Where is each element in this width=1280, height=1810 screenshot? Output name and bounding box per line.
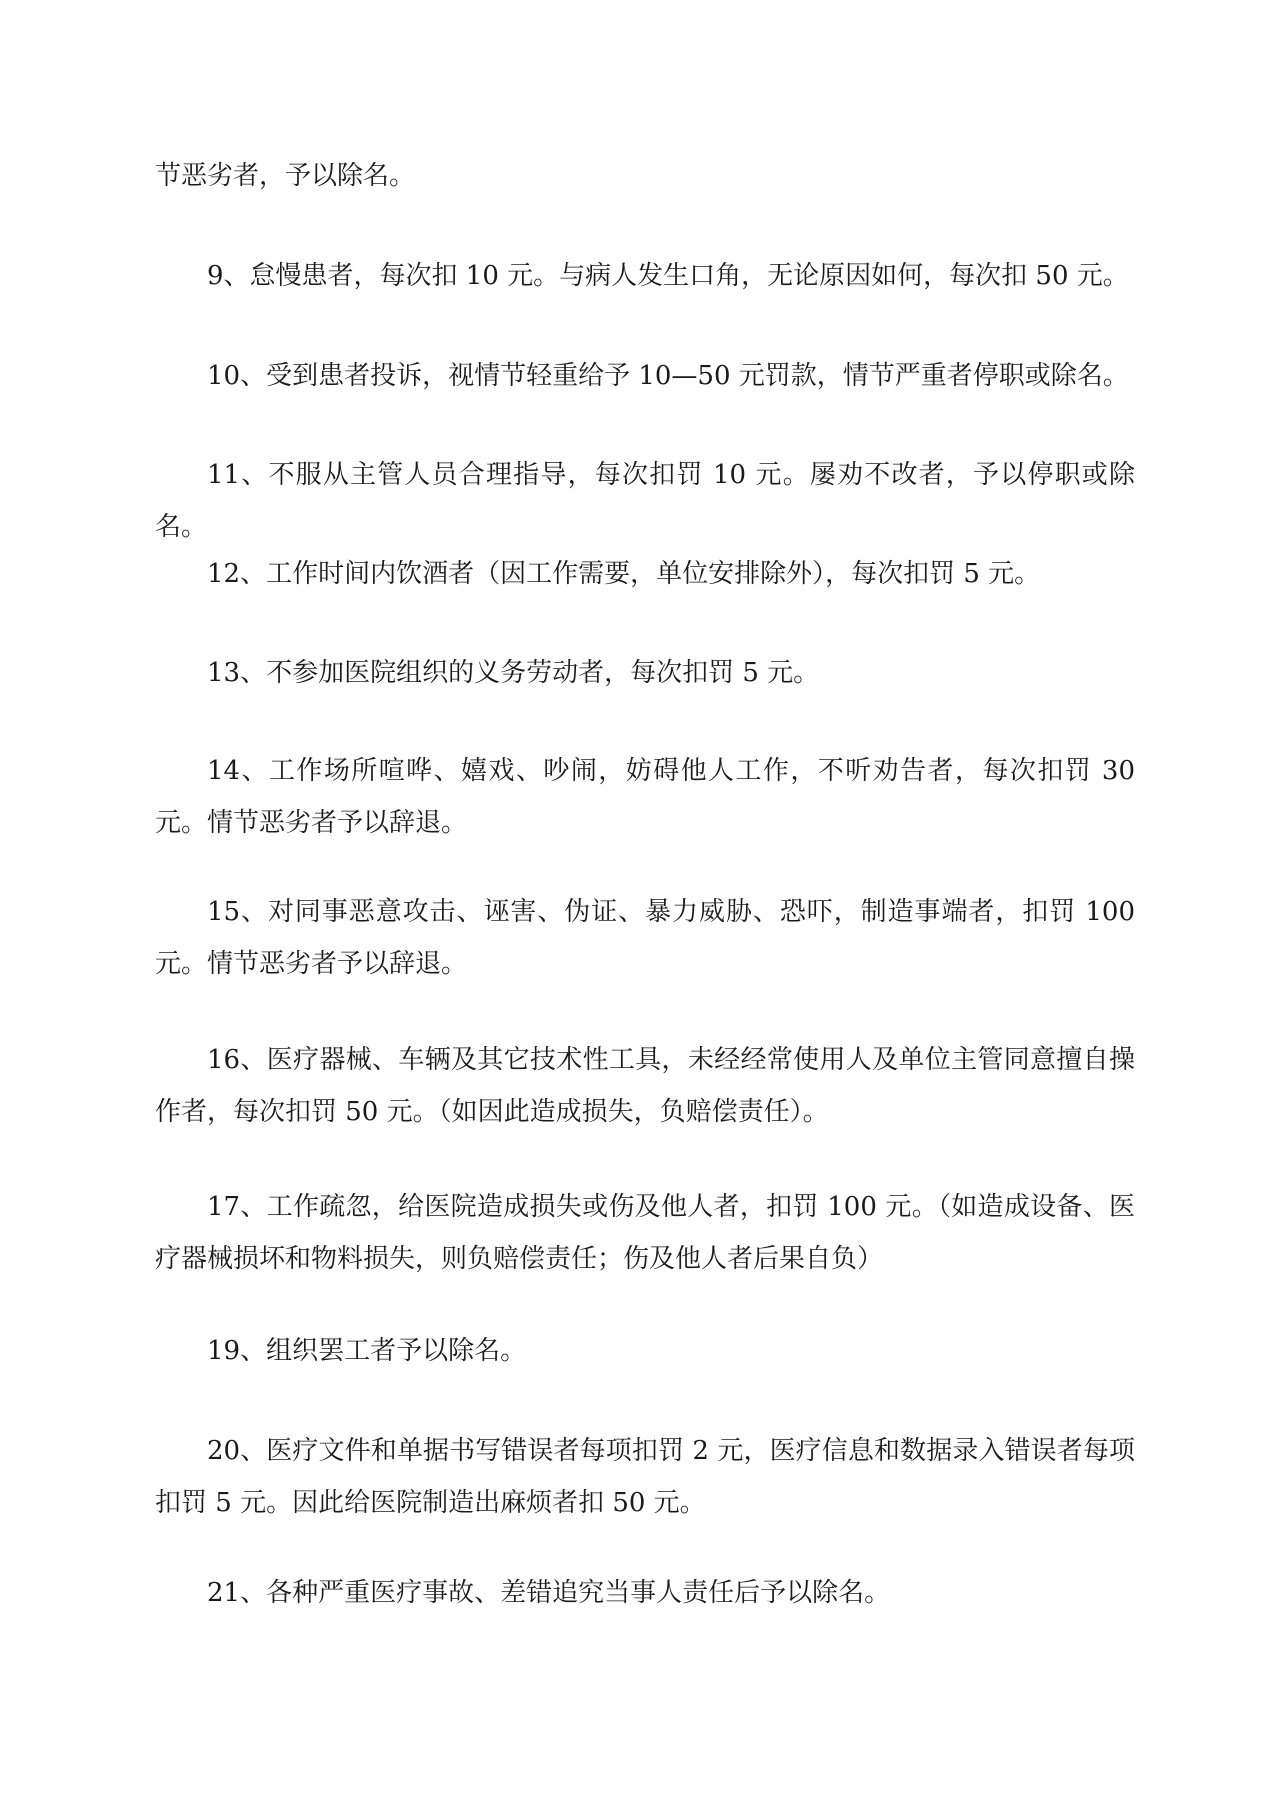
paragraph-item-21: 21、各种严重医疗事故、差错追究当事人责任后予以除名。 (207, 1578, 891, 1608)
paragraph-item-13: 13、不参加医院组织的义务劳动者，每次扣罚 5 元。 (207, 658, 820, 688)
paragraph-item-15: 15、对同事恶意攻击、诬害、伪证、暴力威胁、恐吓，制造事端者，扣罚 100 元。情节恶劣者予以辞退。 (155, 897, 1135, 979)
paragraph-item-19: 19、组织罢工者予以除名。 (207, 1336, 527, 1366)
paragraph-item-17: 17、工作疏忽，给医院造成损失或伤及他人者，扣罚 100 元。（如造成设备、医疗器械损坏和物料损失，则负赔偿责任；伤及他人者后果自负） (155, 1192, 1135, 1274)
paragraph-item-12: 12、工作时间内饮酒者（因工作需要，单位安排除外），每次扣罚 5 元。 (207, 559, 1041, 589)
paragraph-item-9: 9、怠慢患者，每次扣 10 元。与病人发生口角，无论原因如何，每次扣 50 元。 (207, 261, 1129, 291)
paragraph-item-10: 10、受到患者投诉，视情节轻重给予 10—50 元罚款，情节严重者停职或除名。 (207, 361, 1129, 391)
paragraph-item-11: 11、不服从主管人员合理指导，每次扣罚 10 元。屡劝不改者，予以停职或除名。 (155, 460, 1135, 542)
paragraph-item-16: 16、医疗器械、车辆及其它技术性工具，未经经常使用人及单位主管同意擅自操作者，每次扣罚 50 元。（如因此造成损失，负赔偿责任）。 (155, 1045, 1135, 1127)
paragraph-item-20: 20、医疗文件和单据书写错误者每项扣罚 2 元，医疗信息和数据录入错误者每项扣罚 5 元。因此给医院制造出麻烦者扣 50 元。 (155, 1436, 1135, 1518)
paragraph-continuation: 节恶劣者，予以除名。 (155, 161, 416, 191)
paragraph-item-14: 14、工作场所喧哗、嬉戏、吵闹，妨碍他人工作，不听劝告者，每次扣罚 30 元。情节恶劣者予以辞退。 (155, 756, 1135, 838)
